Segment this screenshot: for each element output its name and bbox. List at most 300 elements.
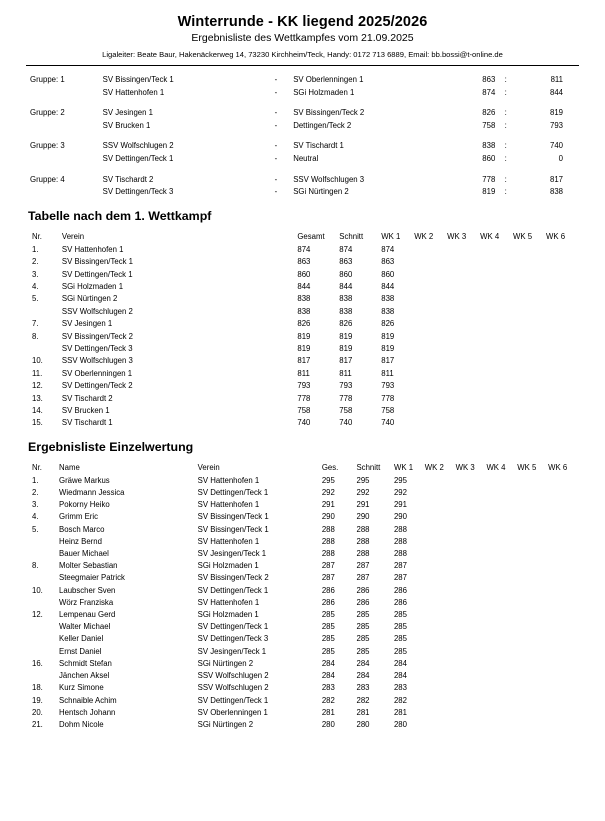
table-row (26, 597, 579, 609)
wk1-score: 874 (381, 244, 395, 254)
wk6-score (548, 585, 579, 597)
wk3-score (456, 524, 487, 536)
table-row (26, 318, 579, 330)
wk2-score (425, 475, 456, 487)
pairing-row (26, 174, 579, 187)
average: 819 (339, 331, 353, 341)
vs-dash: - (274, 120, 278, 130)
wk5-score (513, 368, 546, 380)
vs-dash: - (274, 174, 278, 184)
col-verein: Verein (197, 462, 220, 472)
score-home: 758 (482, 120, 496, 130)
table-row (26, 621, 579, 633)
average: 286 (356, 597, 370, 607)
group-label (26, 87, 103, 100)
wk5-score (517, 585, 548, 597)
shooter-name: Walter Michael (59, 622, 111, 632)
average: 285 (356, 634, 370, 644)
wk6-score (548, 682, 579, 694)
rank-number (26, 597, 59, 609)
wk5-score (517, 572, 548, 584)
wk5-score (517, 621, 548, 633)
wk3-score (447, 368, 480, 380)
table-row (26, 405, 579, 417)
total-score: 288 (321, 549, 335, 559)
wk1-score: 817 (381, 356, 395, 366)
team-home: SV Hattenhofen 1 (102, 87, 165, 97)
group-spacer (26, 99, 579, 107)
wk3-score (456, 475, 487, 487)
club-name: SV Dettingen/Teck 1 (61, 269, 133, 279)
wk3-score (456, 670, 487, 682)
score-colon: : (504, 174, 507, 184)
shooter-name: Molter Sebastian (59, 561, 118, 571)
rank-number: 21. (32, 719, 43, 729)
wk5-score (513, 256, 546, 268)
total-score: 285 (321, 610, 335, 620)
group-label: Gruppe: 1 (30, 75, 65, 84)
total-score: 826 (297, 319, 311, 329)
wk3-score (456, 707, 487, 719)
wk4-score (486, 609, 517, 621)
total-score: 286 (321, 597, 335, 607)
table-row (26, 585, 579, 597)
col-wk3: WK 3 (447, 231, 467, 241)
average: 874 (339, 244, 353, 254)
wk2-score (425, 548, 456, 560)
individual-results-table (26, 460, 579, 731)
wk4-score (486, 511, 517, 523)
shooter-name: Schmidt Stefan (59, 658, 112, 668)
club-name: SV Jesingen/Teck 1 (197, 646, 267, 656)
shooter-name: Heinz Bernd (59, 536, 102, 546)
pairing-row (26, 140, 579, 153)
wk1-score: 793 (381, 381, 395, 391)
table-row (26, 536, 579, 548)
wk6-score (548, 487, 579, 499)
wk6-score (548, 609, 579, 621)
table-row (26, 524, 579, 536)
rank-number (26, 633, 59, 645)
wk2-score (425, 621, 456, 633)
wk1-score: 285 (393, 634, 407, 644)
wk3-score (456, 658, 487, 670)
wk5-score (513, 306, 546, 318)
average: 286 (356, 585, 370, 595)
wk6-score (548, 621, 579, 633)
total-score: 838 (297, 306, 311, 316)
wk4-score (486, 633, 517, 645)
col-wk4: WK 4 (486, 462, 506, 472)
score-away: 844 (549, 87, 563, 97)
table-row (26, 417, 579, 429)
wk5-score (517, 609, 548, 621)
average: 826 (339, 319, 353, 329)
average: 290 (356, 512, 370, 522)
total-score: 292 (321, 488, 335, 498)
rank-number: 4. (32, 512, 39, 522)
wk3-score (456, 597, 487, 609)
club-name: SV Dettingen/Teck 2 (61, 381, 133, 391)
wk4-score (486, 707, 517, 719)
wk4-score (486, 695, 517, 707)
table-row (26, 355, 579, 367)
table-row (26, 670, 579, 682)
rank-number: 19. (32, 695, 43, 705)
table-row (26, 707, 579, 719)
wk1-score: 285 (393, 646, 407, 656)
score-home: 863 (482, 75, 496, 84)
team-home: SSV Wolfschlugen 2 (102, 141, 174, 151)
wk3-score (456, 633, 487, 645)
wk3-score (447, 331, 480, 343)
wk6-score (546, 306, 579, 318)
table-row (26, 487, 579, 499)
club-name: SGi Nürtingen 2 (197, 719, 254, 729)
wk1-score: 819 (381, 344, 395, 353)
rank-number (26, 548, 59, 560)
wk6-score (548, 499, 579, 511)
rank-number: 4. (32, 281, 39, 291)
rank-number (26, 572, 59, 584)
score-away: 819 (549, 108, 563, 118)
club-name: SSV Wolfschlugen 2 (197, 683, 269, 693)
club-name: SSV Wolfschlugen 3 (61, 356, 133, 366)
total-score: 287 (321, 561, 335, 571)
col-wk1: WK 1 (393, 462, 414, 472)
total-score: 288 (321, 524, 335, 534)
rank-number: 20. (32, 707, 43, 717)
rank-number: 16. (32, 658, 43, 668)
score-colon: : (504, 120, 507, 130)
wk6-score (548, 646, 579, 658)
average: 740 (339, 418, 353, 428)
score-colon: : (504, 108, 507, 118)
wk6-score (548, 560, 579, 572)
average: 863 (339, 257, 353, 267)
wk1-score: 819 (381, 331, 395, 341)
wk3-score (456, 682, 487, 694)
club-name: SV Hattenhofen 1 (197, 475, 260, 485)
wk5-score (517, 707, 548, 719)
wk5-score (513, 343, 546, 355)
wk4-score (480, 417, 513, 429)
wk1-score: 282 (393, 695, 407, 705)
rank-number: 13. (32, 393, 43, 403)
wk4-score (480, 331, 513, 343)
wk2-score (414, 380, 447, 392)
shooter-name: Dohm Nicole (59, 719, 104, 729)
wk4-score (486, 597, 517, 609)
wk1-score: 288 (393, 549, 407, 559)
team-away: SGi Nürtingen 2 (293, 187, 349, 197)
total-score: 811 (297, 368, 310, 378)
club-name: SGi Holzmaden 1 (197, 610, 259, 620)
table-row (26, 256, 579, 268)
wk5-score (517, 719, 548, 731)
wk1-score: 288 (393, 524, 407, 534)
wk5-score (513, 318, 546, 330)
wk4-score (486, 621, 517, 633)
col-nr: Nr. (32, 462, 42, 472)
wk6-score (546, 380, 579, 392)
team-standings-table (26, 229, 579, 430)
total-score: 793 (297, 381, 311, 391)
wk1-score: 287 (393, 573, 407, 583)
group-label (26, 120, 103, 133)
col-wk1: WK 1 (381, 231, 401, 241)
header-divider (26, 65, 579, 66)
total-score: 282 (321, 695, 335, 705)
average: 280 (356, 719, 370, 729)
wk5-score (517, 487, 548, 499)
wk2-score (425, 511, 456, 523)
table-row (26, 393, 579, 405)
wk1-score: 285 (393, 622, 407, 632)
wk5-score (517, 536, 548, 548)
wk1-score: 863 (381, 257, 395, 267)
wk4-score (480, 269, 513, 281)
shooter-name: Keller Daniel (59, 634, 104, 644)
wk5-score (513, 405, 546, 417)
wk3-score (456, 695, 487, 707)
total-score: 860 (297, 269, 311, 279)
club-name: SGi Holzmaden 1 (197, 561, 259, 571)
wk4-score (480, 393, 513, 405)
table-row (26, 293, 579, 305)
total-score: 284 (321, 671, 335, 681)
rank-number: 7. (32, 319, 39, 329)
rank-number (26, 621, 59, 633)
wk2-score (414, 244, 447, 256)
wk4-score (480, 318, 513, 330)
col-verein: Verein (61, 231, 85, 241)
wk4-score (486, 524, 517, 536)
col-ges: Ges. (321, 462, 339, 472)
score-colon: : (504, 75, 507, 84)
table-row (26, 499, 579, 511)
shooter-name: Hentsch Johann (59, 707, 116, 717)
club-name: SV Dettingen/Teck 3 (61, 344, 133, 353)
total-score: 844 (297, 281, 311, 291)
average: 285 (356, 610, 370, 620)
wk6-score (548, 597, 579, 609)
wk4-score (486, 585, 517, 597)
vs-dash: - (274, 108, 278, 118)
shooter-name: Pokorny Heiko (59, 500, 110, 510)
shooter-name: Bosch Marco (59, 524, 105, 534)
pairing-row (26, 107, 579, 120)
score-colon: : (504, 141, 507, 151)
wk3-score (456, 536, 487, 548)
spacer-cell (26, 166, 579, 174)
total-score: 285 (321, 646, 335, 656)
wk5-score (517, 633, 548, 645)
wk3-score (447, 355, 480, 367)
club-name: SV Oberlenningen 1 (197, 707, 268, 717)
wk4-score (486, 658, 517, 670)
score-away: 740 (549, 141, 563, 151)
table-header-row (26, 229, 579, 244)
average: 287 (356, 561, 370, 571)
table-row (26, 343, 579, 355)
col-wk2: WK 2 (414, 231, 434, 241)
pairing-row (26, 120, 579, 133)
wk3-score (456, 548, 487, 560)
wk1-score: 844 (381, 281, 395, 291)
table-row (26, 548, 579, 560)
col-name: Name (59, 462, 80, 472)
pairing-row (26, 87, 579, 100)
shooter-name: Laubscher Sven (59, 585, 116, 595)
table-row (26, 380, 579, 392)
club-name: SV Dettingen/Teck 1 (197, 622, 269, 632)
wk5-score (517, 646, 548, 658)
total-score: 286 (321, 585, 335, 595)
wk3-score (456, 609, 487, 621)
total-score: 290 (321, 512, 335, 522)
average: 844 (339, 281, 353, 291)
score-away: 817 (549, 174, 563, 184)
table-row (26, 281, 579, 293)
rank-number: 5. (32, 524, 39, 534)
table-row (26, 682, 579, 694)
team-home: SV Dettingen/Teck 1 (102, 153, 174, 163)
wk2-score (414, 343, 447, 355)
club-name: SGi Nürtingen 2 (197, 658, 254, 668)
wk2-score (425, 682, 456, 694)
wk4-score (486, 670, 517, 682)
wk4-score (486, 646, 517, 658)
team-away: SSV Wolfschlugen 3 (293, 174, 365, 184)
wk6-score (548, 658, 579, 670)
total-score: 285 (321, 634, 335, 644)
wk4-score (486, 719, 517, 731)
wk6-score (546, 393, 579, 405)
wk3-score (447, 393, 480, 405)
wk1-score: 811 (381, 368, 394, 378)
wk1-score: 291 (393, 500, 407, 510)
shooter-name: Gräwe Markus (59, 475, 110, 485)
wk1-score: 292 (393, 488, 407, 498)
club-name: SV Hattenhofen 1 (61, 244, 124, 254)
total-score: 819 (297, 344, 311, 353)
wk5-score (513, 355, 546, 367)
table-row (26, 646, 579, 658)
club-name: SSV Wolfschlugen 2 (197, 671, 269, 681)
total-score: 295 (321, 475, 335, 485)
rank-number (26, 306, 62, 318)
average: 860 (339, 269, 353, 279)
wk6-score (548, 511, 579, 523)
pairing-row (26, 74, 579, 87)
page-title: Winterrunde - KK liegend 2025/2026 (177, 14, 428, 30)
average: 288 (356, 536, 370, 546)
average: 287 (356, 573, 370, 583)
rank-number: 2. (32, 257, 39, 267)
score-colon: : (504, 153, 507, 163)
wk2-score (425, 597, 456, 609)
group-label (26, 186, 103, 199)
total-score: 758 (297, 406, 311, 416)
wk2-score (414, 355, 447, 367)
vs-dash: - (274, 153, 278, 163)
average: 288 (356, 524, 370, 534)
score-home: 860 (482, 153, 496, 163)
wk1-score: 778 (381, 393, 395, 403)
wk3-score (456, 572, 487, 584)
wk1-score: 283 (393, 683, 407, 693)
wk5-score (517, 560, 548, 572)
wk2-score (425, 646, 456, 658)
shooter-name: Jänchen Aksel (59, 671, 110, 681)
vs-dash: - (274, 187, 278, 197)
wk5-score (517, 658, 548, 670)
wk6-score (548, 707, 579, 719)
group-label: Gruppe: 3 (30, 141, 65, 151)
wk5-score (517, 682, 548, 694)
club-name: SV Tischardt 1 (61, 418, 113, 428)
average: 793 (339, 381, 353, 391)
table-row (26, 511, 579, 523)
group-spacer (26, 166, 579, 174)
wk6-score (546, 293, 579, 305)
wk6-score (548, 633, 579, 645)
rank-number (26, 343, 62, 355)
wk3-score (447, 256, 480, 268)
average: 291 (356, 500, 370, 510)
wk6-score (548, 695, 579, 707)
table-row (26, 368, 579, 380)
col-schnitt: Schnitt (339, 231, 364, 241)
wk6-score (546, 355, 579, 367)
club-name: SV Bissingen/Teck 1 (197, 524, 269, 534)
team-away: Dettingen/Teck 2 (293, 120, 352, 130)
club-name: SV Bissingen/Teck 1 (197, 512, 269, 522)
wk4-score (486, 682, 517, 694)
wk1-score: 286 (393, 585, 407, 595)
club-name: SV Dettingen/Teck 1 (197, 695, 269, 705)
total-score: 778 (297, 393, 311, 403)
wk5-score (517, 475, 548, 487)
team-away: SGi Holzmaden 1 (293, 87, 355, 97)
wk1-score: 281 (393, 707, 407, 717)
wk5-score (517, 695, 548, 707)
average: 838 (339, 306, 353, 316)
average: 283 (356, 683, 370, 693)
shooter-name: Schnaible Achim (59, 695, 117, 705)
club-name: SGi Nürtingen 2 (61, 294, 118, 304)
wk4-score (480, 343, 513, 355)
wk4-score (480, 368, 513, 380)
average: 838 (339, 294, 353, 304)
wk2-score (425, 524, 456, 536)
shooter-name: Steegmaier Patrick (59, 573, 125, 583)
rank-number: 12. (32, 610, 43, 620)
shooter-name: Bauer Michael (59, 549, 109, 559)
col-wk2: WK 2 (424, 462, 444, 472)
wk1-score: 295 (393, 475, 407, 485)
wk4-score (480, 405, 513, 417)
table-row (26, 560, 579, 572)
wk2-score (425, 670, 456, 682)
wk4-score (480, 380, 513, 392)
rank-number: 10. (32, 585, 43, 595)
wk6-score (546, 405, 579, 417)
wk2-score (414, 318, 447, 330)
wk4-score (486, 475, 517, 487)
col-wk5: WK 5 (513, 231, 533, 241)
